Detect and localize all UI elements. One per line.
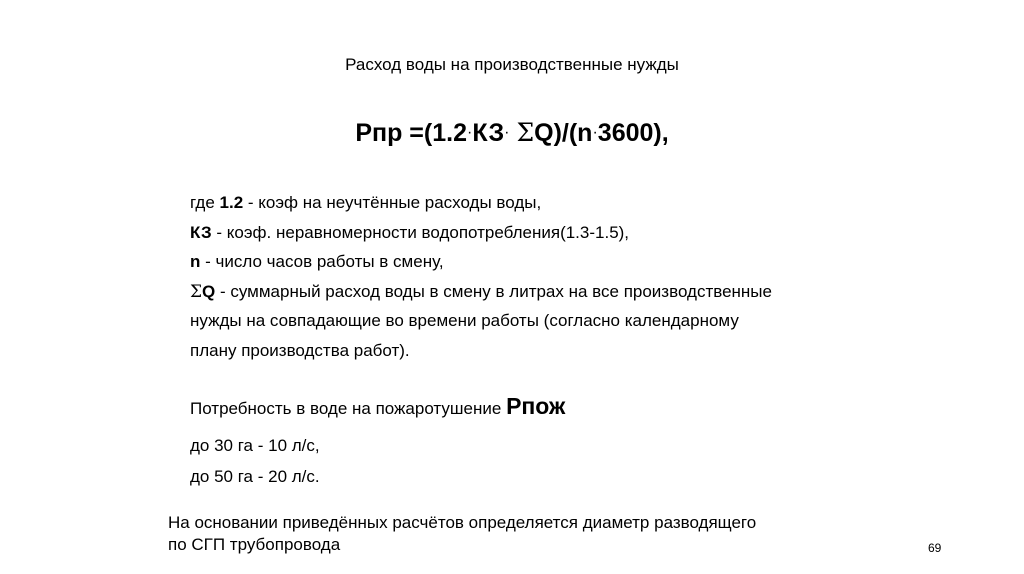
conclusion: [168, 512, 756, 556]
definition-item: [190, 277, 772, 307]
definition-term: 1.2: [219, 193, 244, 212]
sigma-symbol: Σ: [190, 281, 203, 302]
conclusion-line: На основании приведённых расчётов определяется диаметр разводящего: [168, 513, 757, 532]
rate-item: до 50 га - 20 л/с.: [190, 467, 320, 486]
formula: [0, 118, 1024, 148]
fire-need-text: Потребность в воде на пожаротушение: [190, 399, 507, 418]
formula-dot: ·: [466, 124, 473, 141]
formula-q: Q)/(n: [534, 119, 593, 147]
definition-text: - коэф. неравномерности водопотребления(1.3-1.5),: [211, 222, 630, 242]
conclusion-line: по СГП трубопровода: [168, 535, 341, 554]
definition-continuation: плану производства работ).: [190, 340, 410, 360]
definition-text: - коэф на неучтённые расходы воды,: [243, 193, 542, 212]
definition-text: - число часов работы в смену,: [200, 252, 444, 271]
definition-item: [190, 247, 772, 277]
definition-term: n: [190, 252, 201, 271]
page-number: 69: [928, 541, 942, 555]
slide-title: Расход воды на производственные нужды: [345, 55, 679, 74]
definition-term: КЗ: [190, 222, 212, 242]
definition-item: [190, 188, 772, 218]
fire-need-symbol: Рпож: [506, 393, 566, 419]
formula-lhs: Рпр =(1.2: [355, 119, 467, 147]
definition-prefix: где: [190, 193, 220, 212]
formula-dot: ·: [504, 124, 510, 141]
definition-item: [190, 218, 772, 248]
definition-term: Q: [202, 281, 216, 301]
formula-dot: ·: [592, 124, 598, 141]
definition-continuation: нужды на совпадающие во времени работы (согласно календарному: [190, 311, 739, 330]
definition-text: - суммарный расход воды в смену в литрах на все производственные: [215, 281, 772, 301]
formula-end: 3600),: [597, 119, 669, 147]
rates-list: [190, 430, 320, 492]
rate-item: до 30 га - 10 л/с,: [190, 436, 320, 455]
fire-need: [190, 393, 565, 420]
formula-k: КЗ: [472, 119, 505, 147]
definitions-list: [190, 188, 772, 365]
formula-sigma: Σ: [516, 118, 535, 147]
